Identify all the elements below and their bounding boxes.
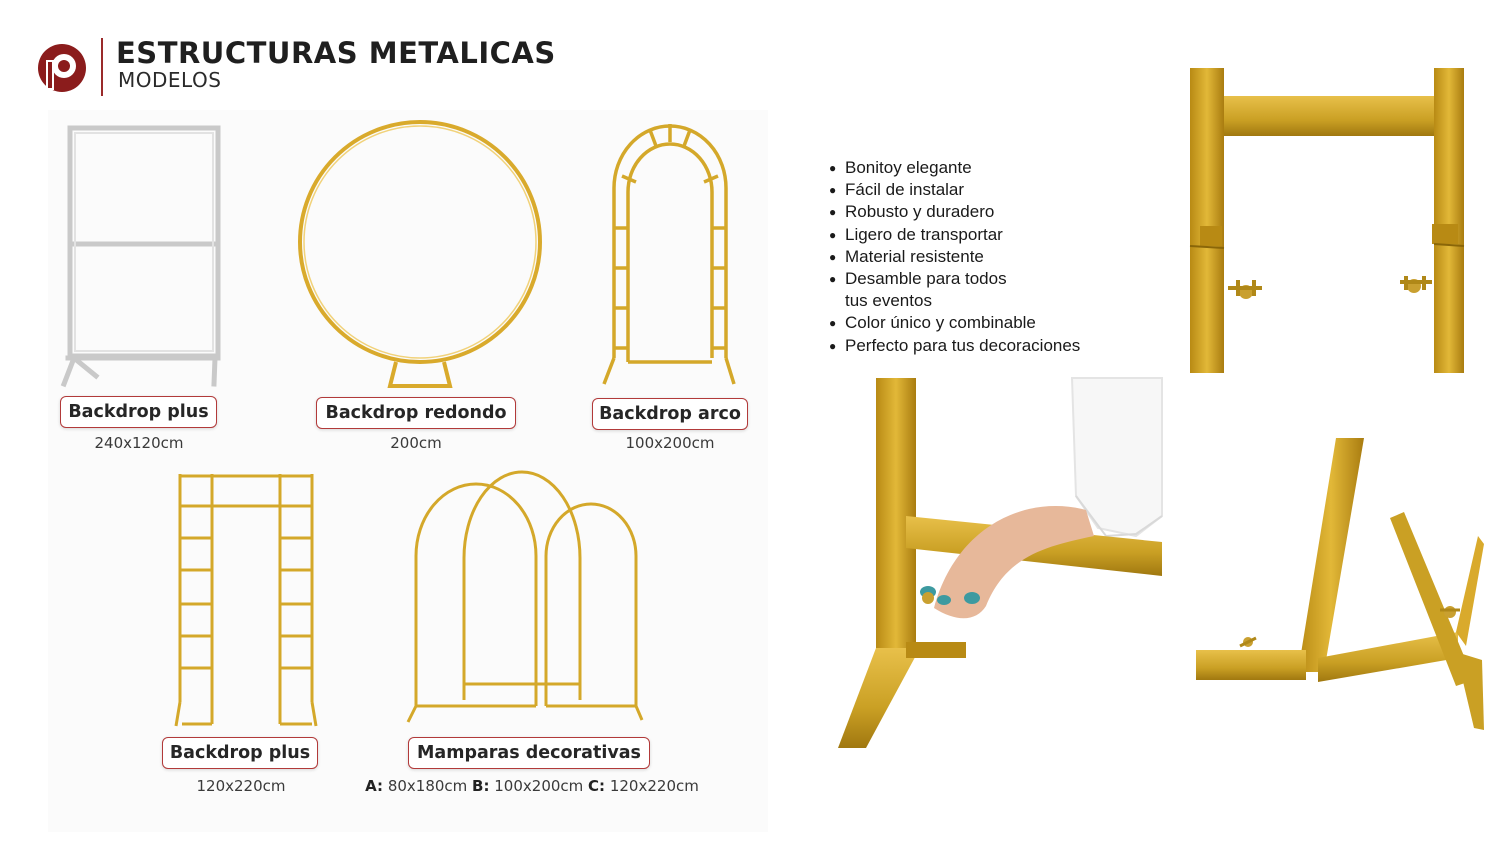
product-dims-mamparas [354, 777, 710, 795]
product-label-backdrop-plus: Backdrop plus [60, 396, 217, 428]
backdrop-plus-gold-image [172, 470, 320, 732]
feature-item: ● Color único y combinable [829, 312, 1080, 334]
hand-assembly-photo [836, 376, 1166, 750]
dims-label-b: B: [472, 777, 490, 795]
product-label-backdrop-redondo: Backdrop redondo [316, 397, 516, 429]
feature-item: ● Bonitoy elegante [829, 157, 1080, 179]
mamparas-decorativas-image [404, 470, 650, 732]
features-list [829, 157, 1080, 357]
product-label-backdrop-arco: Backdrop arco [592, 398, 748, 430]
dims-label-c: C: [588, 777, 606, 795]
product-label-mamparas: Mamparas decorativas [408, 737, 650, 769]
feature-item: ● Fácil de instalar [829, 179, 1080, 201]
backdrop-plus-silver-image [60, 122, 230, 392]
product-label-backdrop-plus-gold: Backdrop plus [162, 737, 318, 769]
feature-item: ● Robusto y duradero [829, 201, 1080, 223]
feature-item: ● Perfecto para tus decoraciones [829, 335, 1080, 357]
product-dims-backdrop-arco: 100x200cm [625, 434, 715, 452]
brand-logo-icon [34, 40, 90, 96]
feature-item: ● Desamble para todos [829, 268, 1080, 290]
dims-value-b: 100x200cm [494, 777, 584, 795]
product-dims-backdrop-redondo: 200cm [390, 434, 442, 452]
dims-value-c: 120x220cm [609, 777, 699, 795]
product-dims-backdrop-plus: 240x120cm [94, 434, 184, 452]
feature-item: ● Material resistente [829, 246, 1080, 268]
feature-item: ● Ligero de transportar [829, 224, 1080, 246]
page-title: ESTRUCTURAS METALICAS [116, 36, 556, 70]
backdrop-arco-image [600, 118, 740, 390]
page-subtitle: MODELOS [118, 68, 222, 92]
brand-divider [101, 38, 103, 96]
dims-value-a: 80x180cm [387, 777, 468, 795]
frame-joint-photo [1188, 66, 1468, 376]
product-dims-backdrop-plus-gold: 120x220cm [196, 777, 286, 795]
frame-base-photo [1194, 436, 1494, 736]
dims-label-a: A: [365, 777, 384, 795]
feature-item-continued: tus eventos [845, 291, 932, 311]
backdrop-redondo-image [292, 118, 550, 393]
